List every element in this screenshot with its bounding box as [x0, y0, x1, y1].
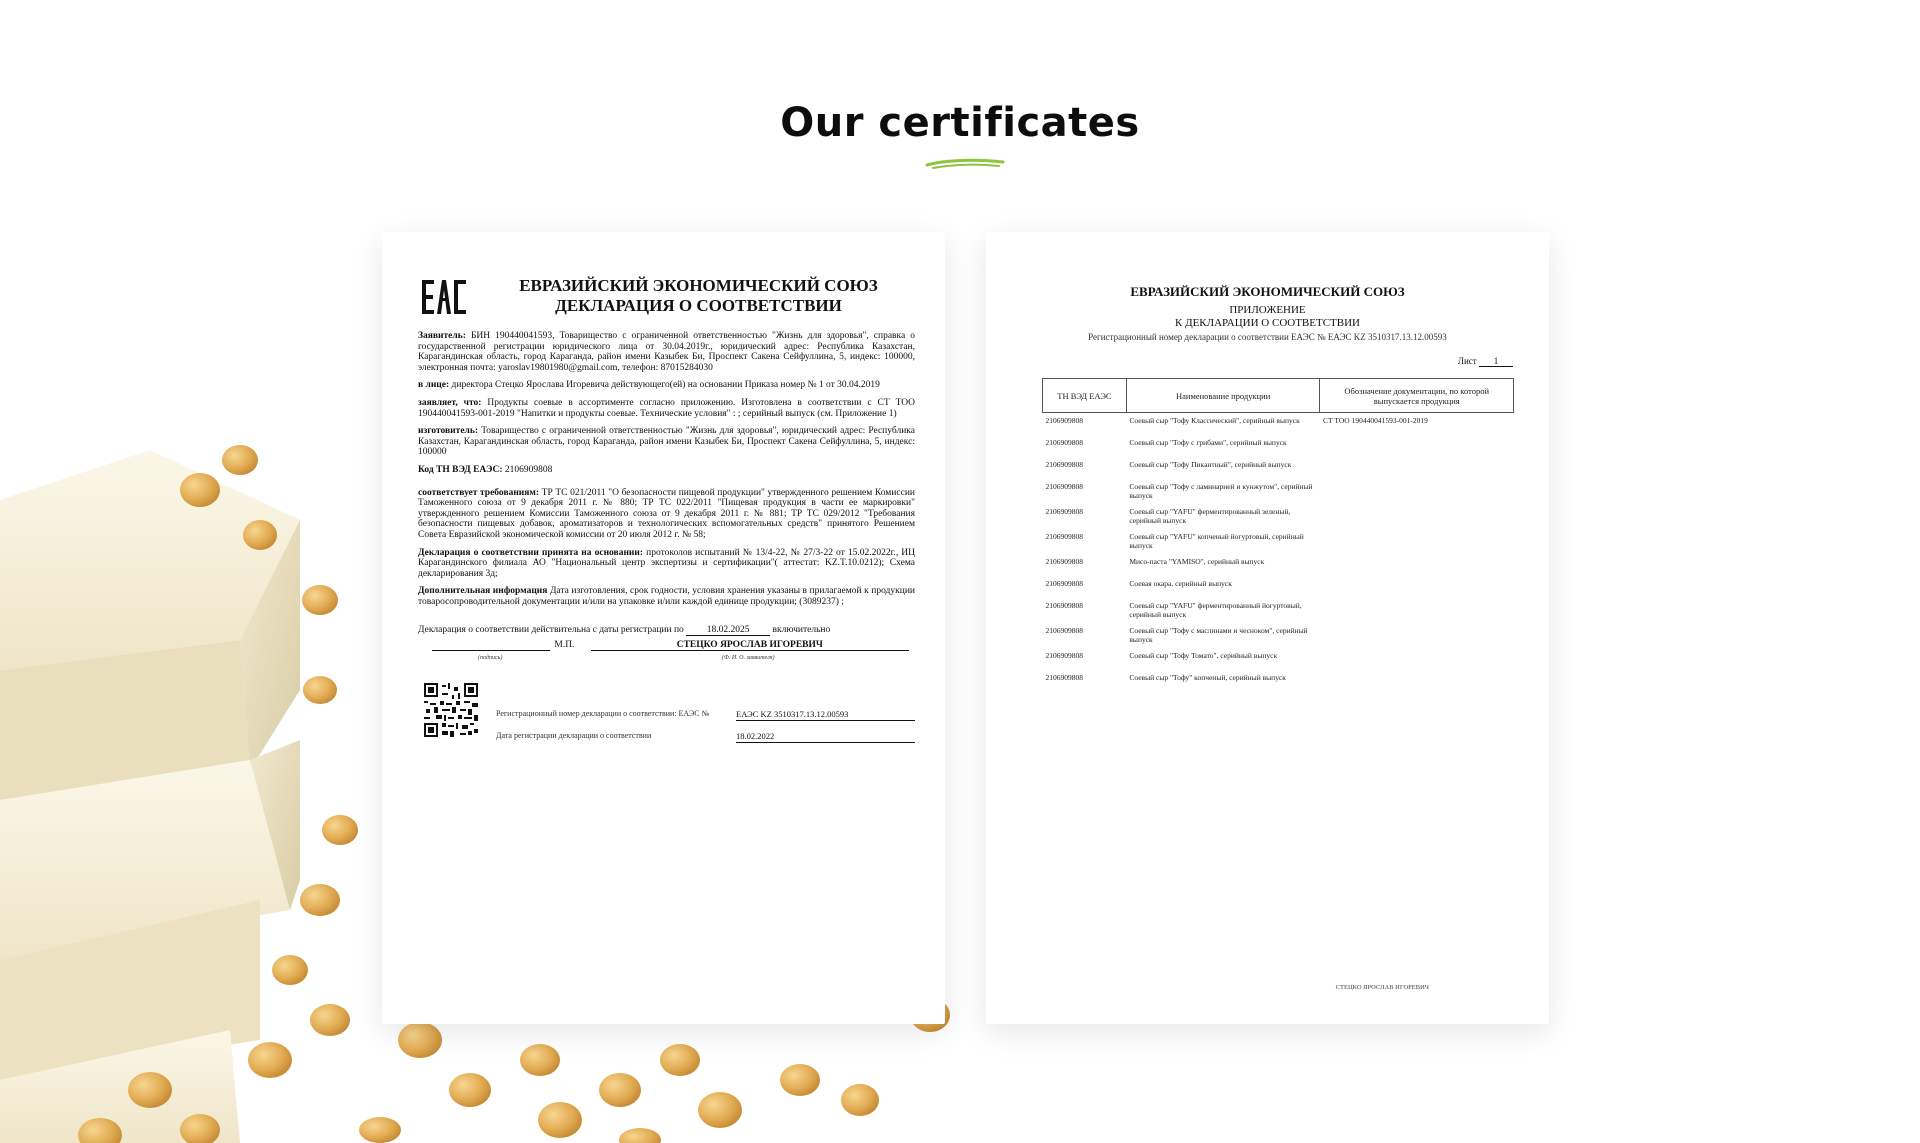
table-row	[1043, 598, 1514, 623]
table-row	[1043, 529, 1514, 554]
row-code: 2106909808	[1045, 459, 1083, 469]
table-row	[1043, 435, 1514, 457]
row-name: Соевый сыр "YAFU" копченый йогуртовый, серийный выпуск	[1129, 531, 1304, 550]
declares-label: заявляет, что:	[418, 397, 482, 408]
row-doc: СТ ТОО 190440041593-001-2019	[1322, 416, 1428, 425]
row-doc	[1320, 670, 1514, 692]
reg-date-label: Дата регистрации декларации о соответствии	[496, 731, 652, 740]
annex-footer-signer: СТЕЦКО ЯРОСЛАВ ИГОРЕВИЧ	[1335, 984, 1429, 991]
row-code: 2106909808	[1045, 506, 1083, 516]
column-header-code: ТН ВЭД ЕАЭС	[1043, 379, 1127, 413]
reg-number-label: Регистрационный номер декларации о соответствии: ЕАЭС №	[496, 709, 710, 718]
row-code: 2106909808	[1045, 578, 1083, 588]
extra-text: Дата изготовления, срок годности, условия хранения указаны в прилагаемой к продукции товаросопроводительной документации и/или на упаковке и/или каждой единице продукции; (3089237) ;	[418, 586, 915, 607]
row-code: 2106909808	[1045, 600, 1083, 610]
row-code: 2106909808	[1045, 481, 1083, 491]
applicant-paragraph	[418, 331, 915, 373]
stamp-mark: М.П.	[554, 640, 575, 650]
row-name: Соевый сыр "Тофу Классический", серийный выпуск	[1129, 416, 1300, 425]
row-doc	[1320, 529, 1514, 554]
row-name: Соевый сыр "Тофу Пикантный", серийный выпуск	[1129, 459, 1292, 469]
extra-label: Дополнительная информация	[418, 586, 548, 597]
sheet-value: 1	[1479, 356, 1513, 367]
column-header-doc: Обозначение документации, по которой выпускается продукция	[1320, 379, 1514, 413]
signature-line	[432, 640, 550, 651]
table-row	[1043, 648, 1514, 670]
code-label: Код ТН ВЭД ЕАЭС:	[418, 464, 503, 475]
table-row	[1043, 670, 1514, 692]
reg-number-value: ЕАЭС KZ 3510317.13.12.00593	[736, 709, 915, 721]
row-doc	[1320, 504, 1514, 529]
reg-date-value: 18.02.2022	[736, 731, 915, 743]
row-code: 2106909808	[1045, 650, 1083, 660]
row-doc	[1320, 479, 1514, 504]
sheet-number	[1458, 356, 1513, 367]
row-name: Соевый сыр "Тофу с грибами", серийный выпуск	[1129, 437, 1287, 447]
column-header-name: Наименование продукции	[1126, 379, 1320, 413]
signer-name: СТЕЦКО ЯРОСЛАВ ИГОРЕВИЧ	[591, 640, 909, 651]
code-value: 2106909808	[504, 464, 553, 475]
row-code: 2106909808	[1045, 625, 1083, 635]
table-row	[1043, 554, 1514, 576]
row-doc	[1320, 554, 1514, 576]
person-label: в лице:	[418, 380, 450, 391]
basis-text: протоколов испытаний № 13/4-22, № 27/3-22 от 15.02.2022г., ИЦ Карагандинского филиала АО "Национальный центр экспертизы и сертификации"( аттестат: KZ.T.10.0212); Схема декларирования 3д;	[418, 547, 915, 579]
annex-title: ПРИЛОЖЕНИЕ	[1229, 304, 1306, 316]
row-name: Соевый сыр "YAFU" ферментированный йогуртовый, серийный выпуск	[1129, 600, 1302, 619]
requirements-paragraph	[418, 488, 915, 541]
signature-row	[418, 640, 915, 651]
qr-code-icon	[424, 683, 478, 737]
basis-label: Декларация о соответствии принята на основании:	[418, 547, 644, 558]
row-code: 2106909808	[1045, 531, 1083, 541]
row-code: 2106909808	[1045, 416, 1083, 425]
reg-date-row	[496, 731, 915, 743]
validity-inclusive: включительно	[772, 625, 831, 635]
person-text: директора Стецко Ярослава Игоревича действующего(ей) на основании Приказа номер № 1 от 30.04.2019	[451, 380, 880, 391]
row-name: Соевый сыр "Тофу" копченый, серийный выпуск	[1129, 672, 1286, 682]
row-name: Соевый сыр "Тофу с маслинами и чесноком", серийный выпуск	[1129, 625, 1308, 644]
person-paragraph	[418, 380, 915, 391]
declaration-title	[482, 276, 915, 316]
certificate-annex-card[interactable]	[986, 232, 1549, 1024]
table-row	[1043, 479, 1514, 504]
annex-subtitle: К ДЕКЛАРАЦИИ О СООТВЕТСТВИИ	[1175, 317, 1360, 329]
row-doc	[1320, 435, 1514, 457]
maker-label: изготовитель:	[418, 426, 479, 437]
declaration-body	[418, 331, 915, 614]
doc-type: ДЕКЛАРАЦИЯ О СООТВЕТСТВИИ	[555, 296, 842, 315]
row-name: Мисо-паста "YAMISO", серийный выпуск	[1129, 556, 1265, 566]
requirements-label: соответствует требованиям:	[418, 487, 540, 498]
validity-text: Декларация о соответствии действительна с даты регистрации по	[418, 625, 684, 635]
annex-org-name: ЕВРАЗИЙСКИЙ ЭКОНОМИЧЕСКИЙ СОЮЗ	[1130, 284, 1405, 299]
row-name: Соевая окара, серийный выпуск	[1129, 578, 1232, 588]
applicant-text: БИН 190440041593, Товарищество с ограниченной ответственностью "Жизнь для здоровья", справка о государственной регистрации юридического лица от 30.04.2019г., юридический адрес: Республика Казахстан, Карагандинская область, город Караганда, район имени Казыбек Би, Проспект Сакена Сейфуллина, 5, индекс: 100000, электронная почта: yaroslav19801980@gmail.com, телефон: 87015284030	[418, 331, 915, 373]
signature-caption: (подпись)	[478, 655, 503, 661]
declares-text: Продукты соевые в ассортименте согласно приложению. Изготовлена в соответствии с СТ ТОО 190440041593-001-2019 "Напитки и продукты соевые. Технические условия" : ; серийный выпуск (см. Приложение 1)	[418, 397, 915, 419]
row-name: Соевый сыр "Тофу Томато", серийный выпуск	[1129, 650, 1278, 660]
declares-paragraph	[418, 398, 915, 419]
sheet-label: Лист	[1457, 356, 1477, 366]
extra-paragraph	[418, 586, 915, 607]
maker-paragraph	[418, 426, 915, 458]
eac-logo	[422, 280, 466, 314]
validity-row	[418, 625, 915, 636]
table-row	[1043, 413, 1514, 435]
reg-number-row	[496, 709, 915, 721]
code-paragraph	[418, 465, 915, 476]
table-row	[1043, 457, 1514, 479]
row-doc	[1320, 457, 1514, 479]
tofu-blocks	[0, 450, 300, 1143]
table-row	[1043, 504, 1514, 529]
row-code: 2106909808	[1045, 437, 1083, 447]
applicant-label: Заявитель:	[418, 331, 466, 341]
row-name: Соевый сыр "YAFU" ферментированный зеленый, серийный выпуск	[1129, 506, 1291, 525]
row-name: Соевый сыр "Тофу с ламинарией и кунжутом", серийный выпуск	[1129, 481, 1313, 500]
basis-paragraph	[418, 548, 915, 580]
row-doc	[1320, 576, 1514, 598]
row-doc	[1320, 598, 1514, 623]
table-row	[1043, 576, 1514, 598]
row-doc	[1320, 623, 1514, 648]
validity-date: 18.02.2025	[686, 625, 770, 636]
table-header-row	[1043, 379, 1514, 413]
row-code: 2106909808	[1045, 672, 1083, 682]
page-title: Our certificates	[780, 100, 1140, 146]
certificate-declaration-card[interactable]	[382, 232, 945, 1024]
fio-caption: (Ф. И. О. заявителя)	[722, 655, 775, 661]
maker-text: Товарищество с ограниченной ответственностью "Жизнь для здоровья", юридический адрес: Республика Казахстан, Карагандинская область, город Караганда, район имени Казыбек Би, Проспект Сакена Сейфуллина, 5, индекс: 100000	[418, 426, 915, 458]
title-underline-decoration	[925, 157, 1005, 171]
annex-reg-line: Регистрационный номер декларации о соответствии ЕАЭС № ЕАЭС KZ 3510317.13.12.00593	[1088, 332, 1447, 342]
row-code: 2106909808	[1045, 556, 1083, 566]
org-name: ЕВРАЗИЙСКИЙ ЭКОНОМИЧЕСКИЙ СОЮЗ	[519, 276, 878, 295]
table-row	[1043, 623, 1514, 648]
products-table	[1042, 378, 1514, 692]
row-doc	[1320, 648, 1514, 670]
requirements-text: ТР ТС 021/2011 "О безопасности пищевой продукции" утвержденного решением Комиссии Таможенного союза от 9 декабря 2011 г. № 880; ТР ТС 022/2011 "Пищевая продукция в части ее маркировки" утвержденного решением Комиссии Таможенного союза от 9 декабря 2011 г. № 881; ТР ТС 029/2012 "Требования безопасности пищевых добавок, ароматизаторов и технологических вспомогательных средств" принятого Решением Совета Евразийской экономической комиссии от 20 июля 2012 г. № 58;	[418, 487, 915, 540]
